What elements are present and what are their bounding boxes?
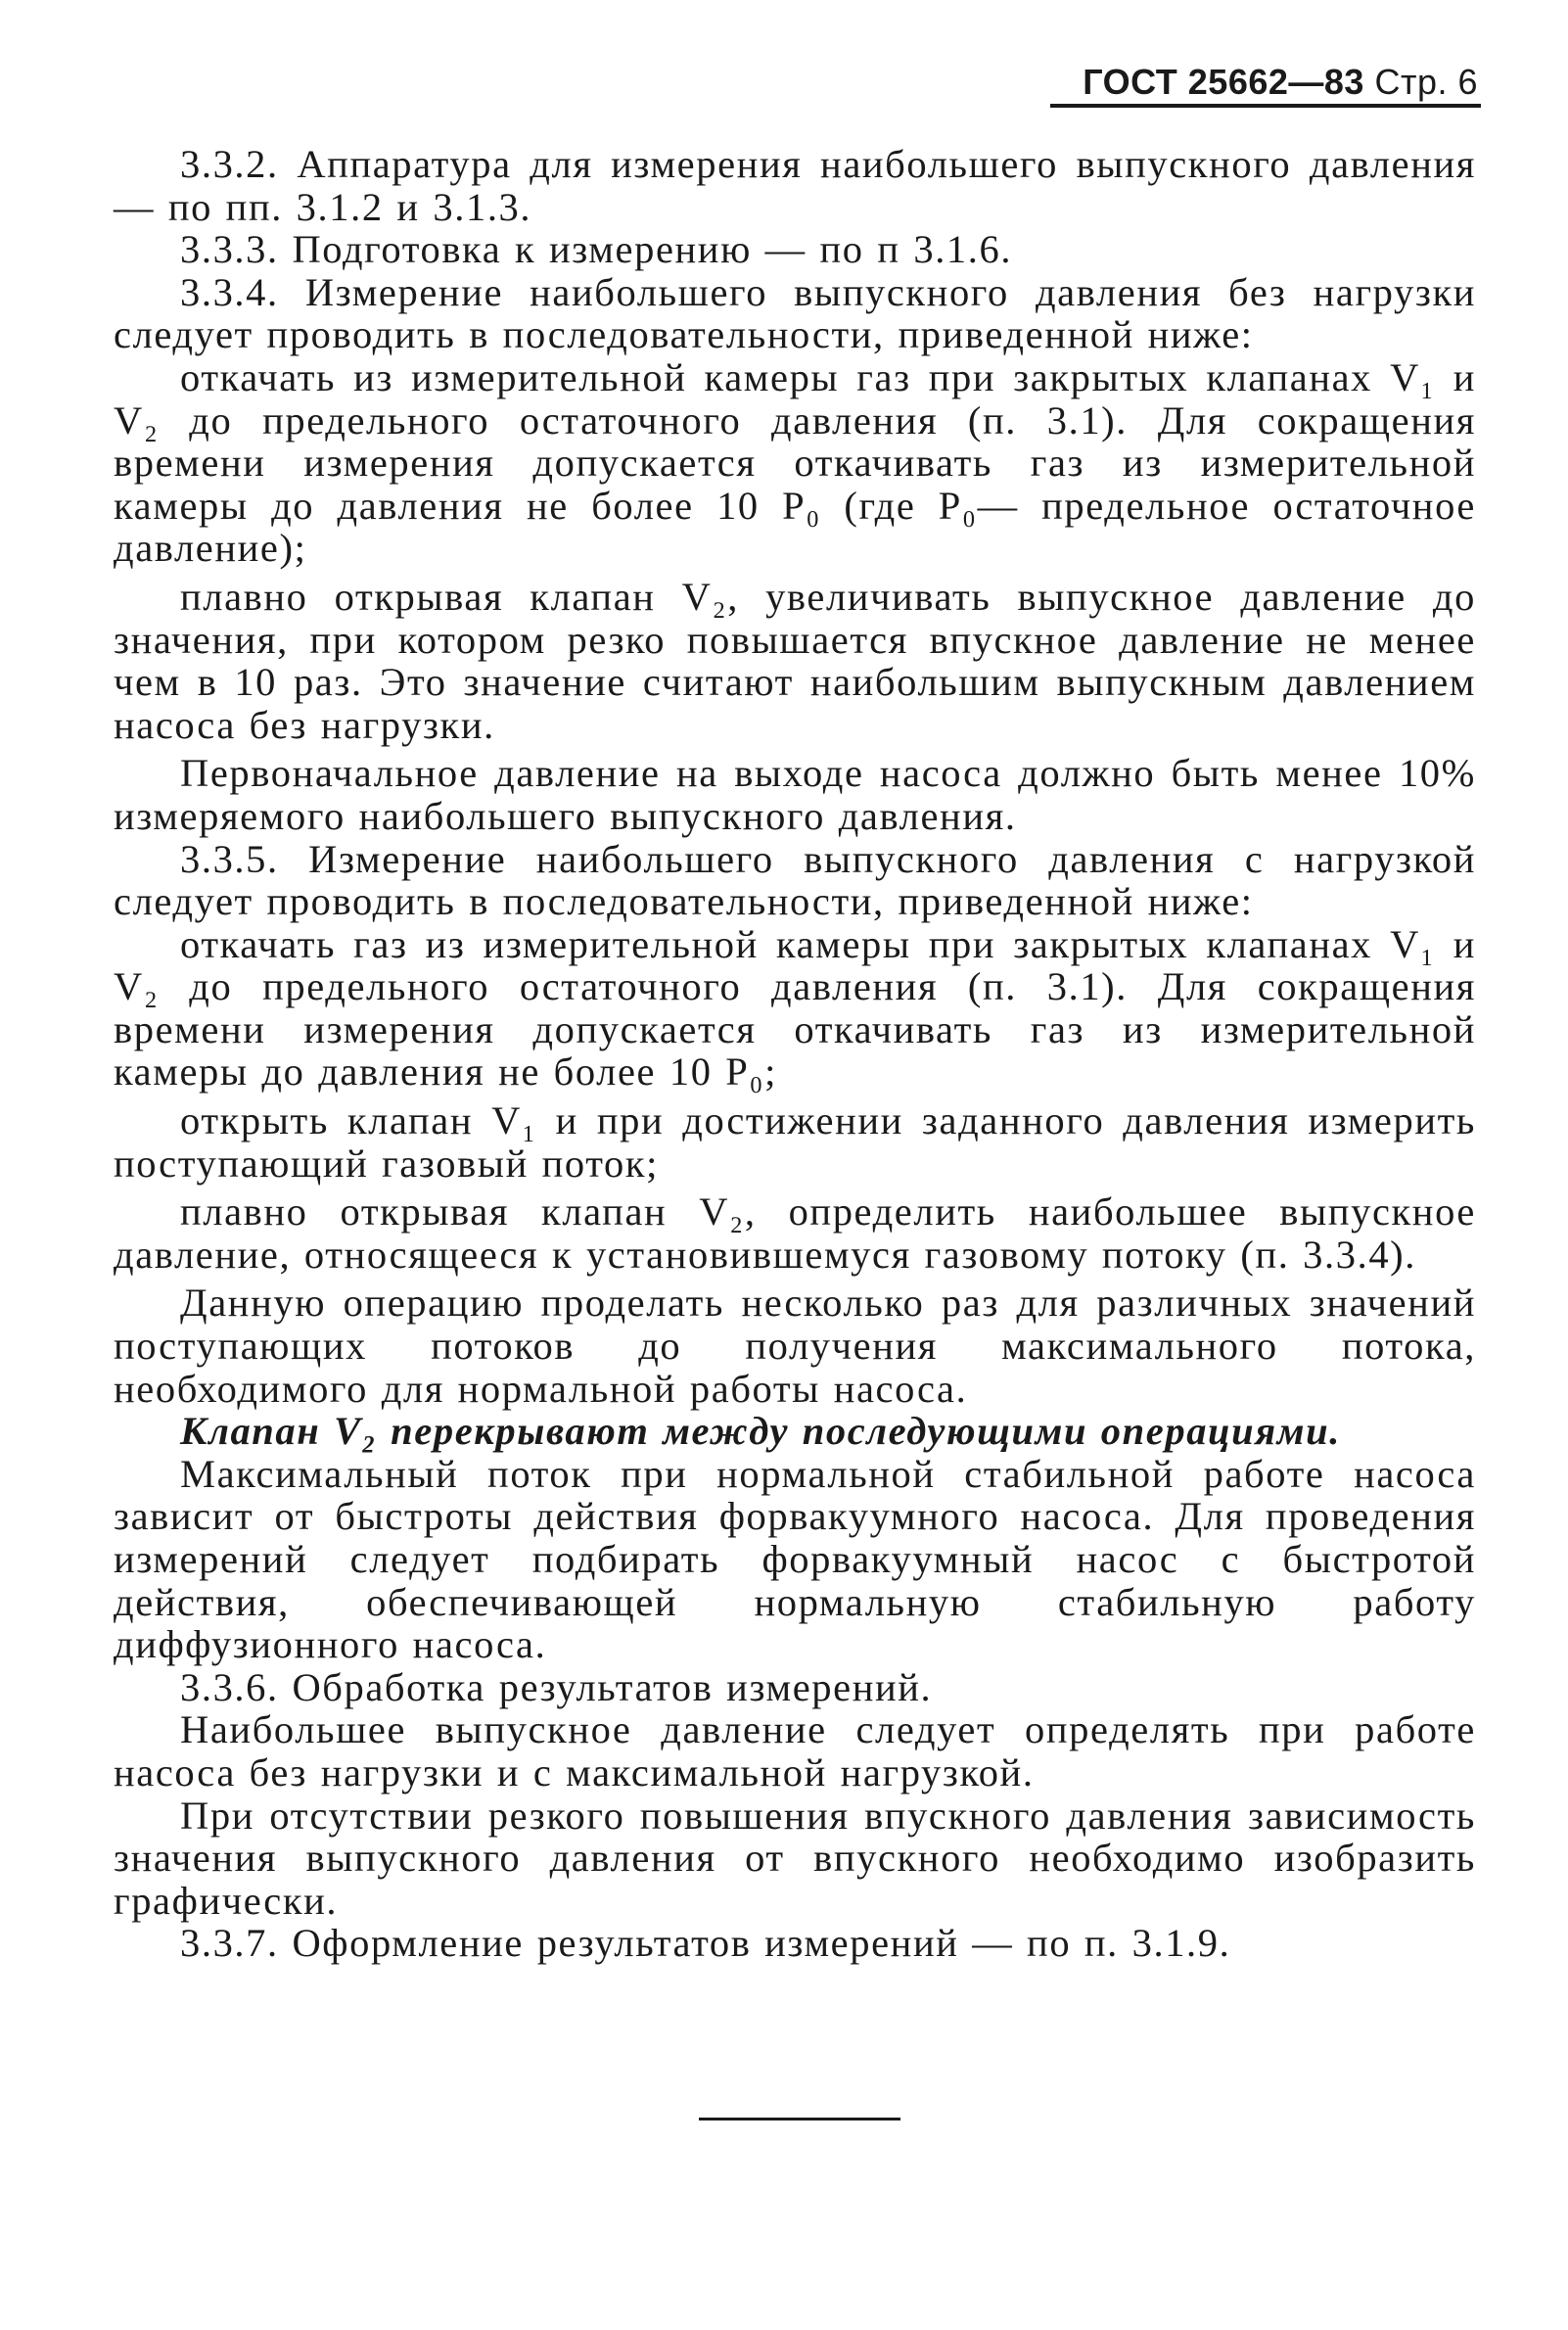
header-rule	[1050, 104, 1481, 108]
step-pump-down-no-load: откачать из измерительной камеры газ при закрытых клапанах V₁ и V₂ до предельного остаточного давления (п. 3.1). Для сокращения времени измерения допускается откачивать газ из измерительной камеры до давления не более 10 P₀ (где P₀— предельное остаточное давление);	[114, 354, 1476, 571]
initial-pressure-note: Первоначальное давление на выходе насоса должно быть менее 10% измеряемого наибольшего выпускного давления.	[114, 751, 1476, 838]
end-rule	[699, 2118, 900, 2120]
clause-3-3-4: 3.3.4. Измерение наибольшего выпускного давления без нагрузки следует проводить в последовательности, приведенной ниже:	[114, 269, 1476, 357]
step-open-valve-v1: открыть клапан V₁ и при достижении заданного давления измерить поступающий газовый поток;	[114, 1098, 1476, 1186]
step-pump-down-load: откачать газ из измерительной камеры при закрытых клапанах V₁ и V₂ до предельного остаточного давления (п. 3.1). Для сокращения времени измерения допускается откачивать газ из измерительной камеры до давления не более 10 P₀;	[114, 921, 1476, 1095]
step-open-valve-v2: плавно открывая клапан V₂, определить наибольшее выпускное давление, относящееся к установившемуся газовому потоку (п. 3.3.4).	[114, 1189, 1476, 1277]
valve-closing-note: Клапан V₂ перекрывают между последующими операциями.	[180, 1409, 1341, 1454]
standard-number: ГОСТ 25662—83	[1083, 62, 1364, 102]
clause-3-3-5: 3.3.5. Измерение наибольшего выпускного давления с нагрузкой следует проводить в последовательности, приведенной ниже:	[114, 836, 1476, 924]
running-header	[1047, 61, 1478, 104]
graph-requirement-note: При отсутствии резкого повышения впускного давления зависимость значения выпускного давления от впускного необходимо изобразить графически.	[114, 1793, 1476, 1923]
repeat-operation-note: Данную операцию проделать несколько раз для различных значений поступающих потоков до получения максимального потока, необходимого для нормальной работы насоса.	[114, 1281, 1476, 1411]
max-flow-note: Максимальный поток при нормальной стабильной работе насоса зависит от быстроты действия форвакуумного насоса. Для проведения измерений следует подбирать форвакуумный насос с быстротой действия, обеспечивающей нормальную стабильную работу диффузионного насоса.	[114, 1451, 1476, 1667]
body-text	[114, 143, 1476, 1965]
result-processing-note: Наибольшее выпускное давление следует определять при работе насоса без нагрузки и с максимальной нагрузкой.	[114, 1707, 1476, 1794]
page-number: Стр. 6	[1374, 62, 1478, 102]
clause-3-3-3: 3.3.3. Подготовка к измерению — по п 3.1.6.	[180, 227, 1013, 272]
clause-3-3-2: 3.3.2. Аппаратура для измерения наибольшего выпускного давления — по пп. 3.1.2 и 3.1.3.	[114, 142, 1476, 229]
step-open-valve-no-load: плавно открывая клапан V₂, увеличивать выпускное давление до значения, при котором резко повышается впускное давление не менее чем в 10 раз. Это значение считают наибольшим выпускным давлением насоса без нагрузки.	[114, 574, 1476, 747]
clause-3-3-6: 3.3.6. Обработка результатов измерений.	[180, 1664, 933, 1709]
clause-3-3-7: 3.3.7. Оформление результатов измерений — по п. 3.1.9.	[180, 1921, 1231, 1966]
